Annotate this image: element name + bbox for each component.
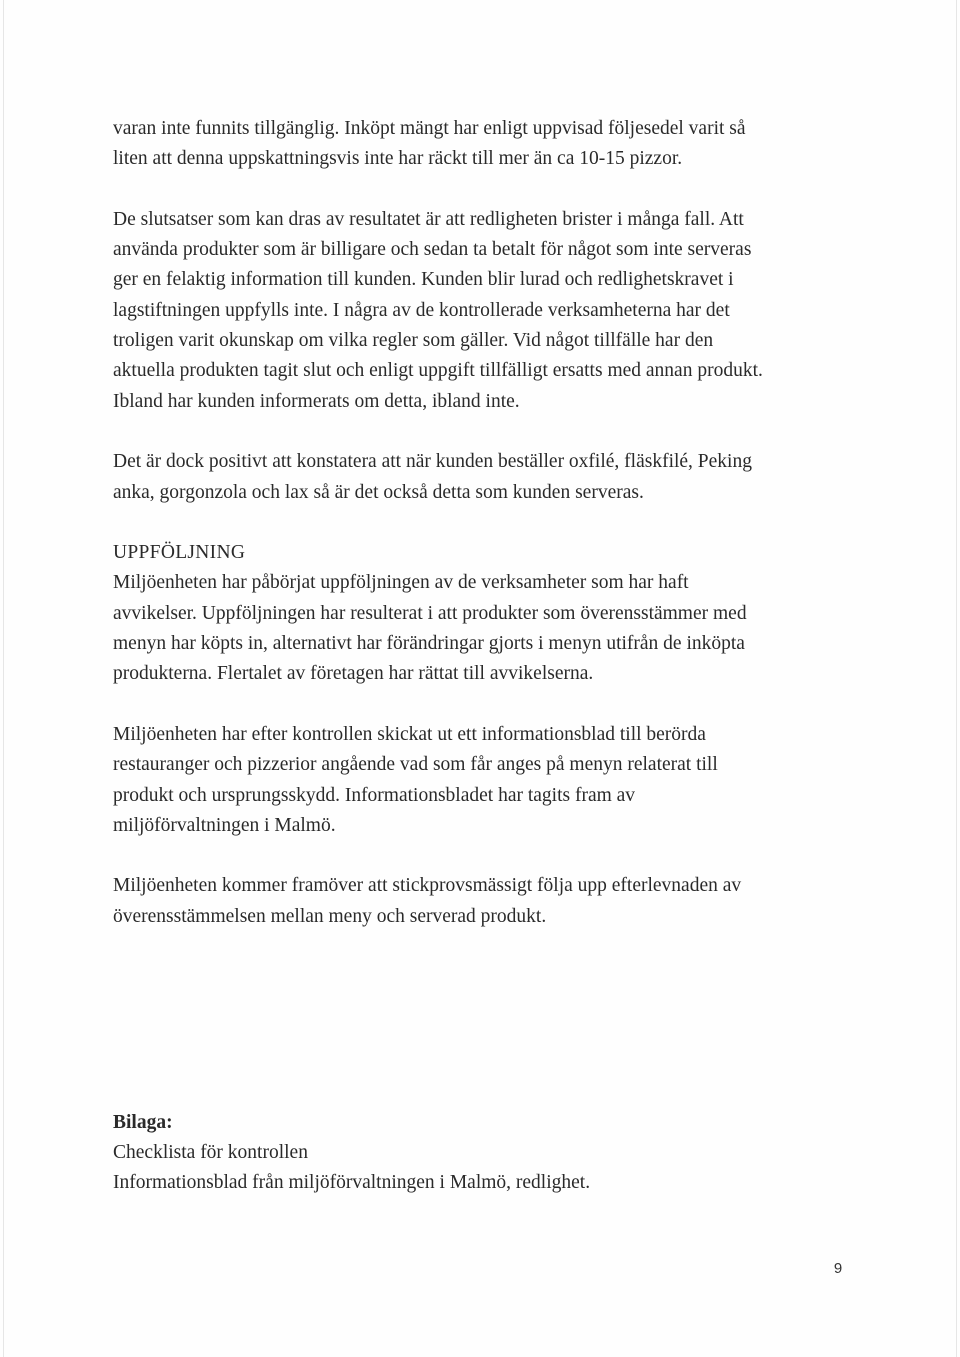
text-line: lagstiftningen uppfylls inte. I några av de kontrollerade verksamheterna har det [113,299,730,321]
text-line: Det är dock positivt att konstatera att när kunden beställer oxfilé, fläskfilé, Peking [113,451,752,473]
text-line: ger en felaktig information till kunden. Kunden blir lurad och redlighetskravet i [113,269,734,291]
text-line: restauranger och pizzerior angående vad som får anges på menyn relaterat till [113,754,718,776]
page-number: 9 [833,1260,843,1277]
paragraph-gap [113,417,833,447]
section-heading: UPPFÖLJNING [113,542,246,564]
paragraph-gap [113,508,833,538]
attachment-item: Checklista för kontrollen [113,1142,308,1163]
text-line: överensstämmelsen mellan meny och serverad produkt. [113,905,547,927]
scan-edge-left [3,0,4,1357]
text-line: De slutsatser som kan dras av resultatet är att redligheten brister i många fall. Att [113,208,744,230]
text-line: liten att denna uppskattningsvis inte har räckt till mer än ca 10-15 pizzor. [113,148,683,170]
body-text [113,114,833,932]
text-line: troligen varit okunskap om vilka regler som gäller. Vid något tillfälle har den [113,330,714,352]
paragraph-1 [113,114,833,175]
text-line: Ibland har kunden informerats om detta, ibland inte. [113,390,520,412]
text-line: aktuella produkten tagit slut och enligt uppgift tillfälligt ersatts med annan produkt. [113,360,763,382]
paragraph-followup [113,538,833,689]
text-line: avvikelser. Uppföljningen har resulterat i att produkter som överensstämmer med [113,602,747,624]
paragraph-6 [113,871,833,932]
text-line: Miljöenheten kommer framöver att stickprovsmässigt följa upp efterlevnaden av [113,875,742,897]
text-line: produkt och ursprungsskydd. Informationsbladet har tagits fram av [113,784,636,806]
text-line: menyn har köpts in, alternativt har förändringar gjorts i menyn utifrån de inköpta [113,633,745,655]
paragraph-gap [113,175,833,205]
attachment-item: Informationsblad från miljöförvaltningen i Malmö, redlighet. [113,1172,591,1193]
text-line: använda produkter som är billigare och sedan ta betalt för något som inte serveras [113,239,752,261]
paragraph-gap [113,841,833,871]
scan-edge-right [956,0,957,1357]
text-line: varan inte funnits tillgänglig. Inköpt mängt har enligt uppvisad följesedel varit så [113,118,746,139]
text-line: Miljöenheten har efter kontrollen skickat ut ett informationsblad till berörda [113,723,706,745]
attachments-section [113,1108,833,1198]
paragraph-3 [113,447,833,508]
paragraph-gap [113,690,833,720]
text-line: Miljöenheten har påbörjat uppföljningen av de verksamheter som har haft [113,572,689,594]
paragraph-5 [113,720,833,841]
text-line: produkterna. Flertalet av företagen har rättat till avvikelserna. [113,663,594,685]
text-line: anka, gorgonzola och lax så är det också detta som kunden serveras. [113,481,644,503]
paragraph-2 [113,205,833,417]
text-line: miljöförvaltningen i Malmö. [113,814,336,836]
attachments-label: Bilaga: [113,1112,173,1133]
